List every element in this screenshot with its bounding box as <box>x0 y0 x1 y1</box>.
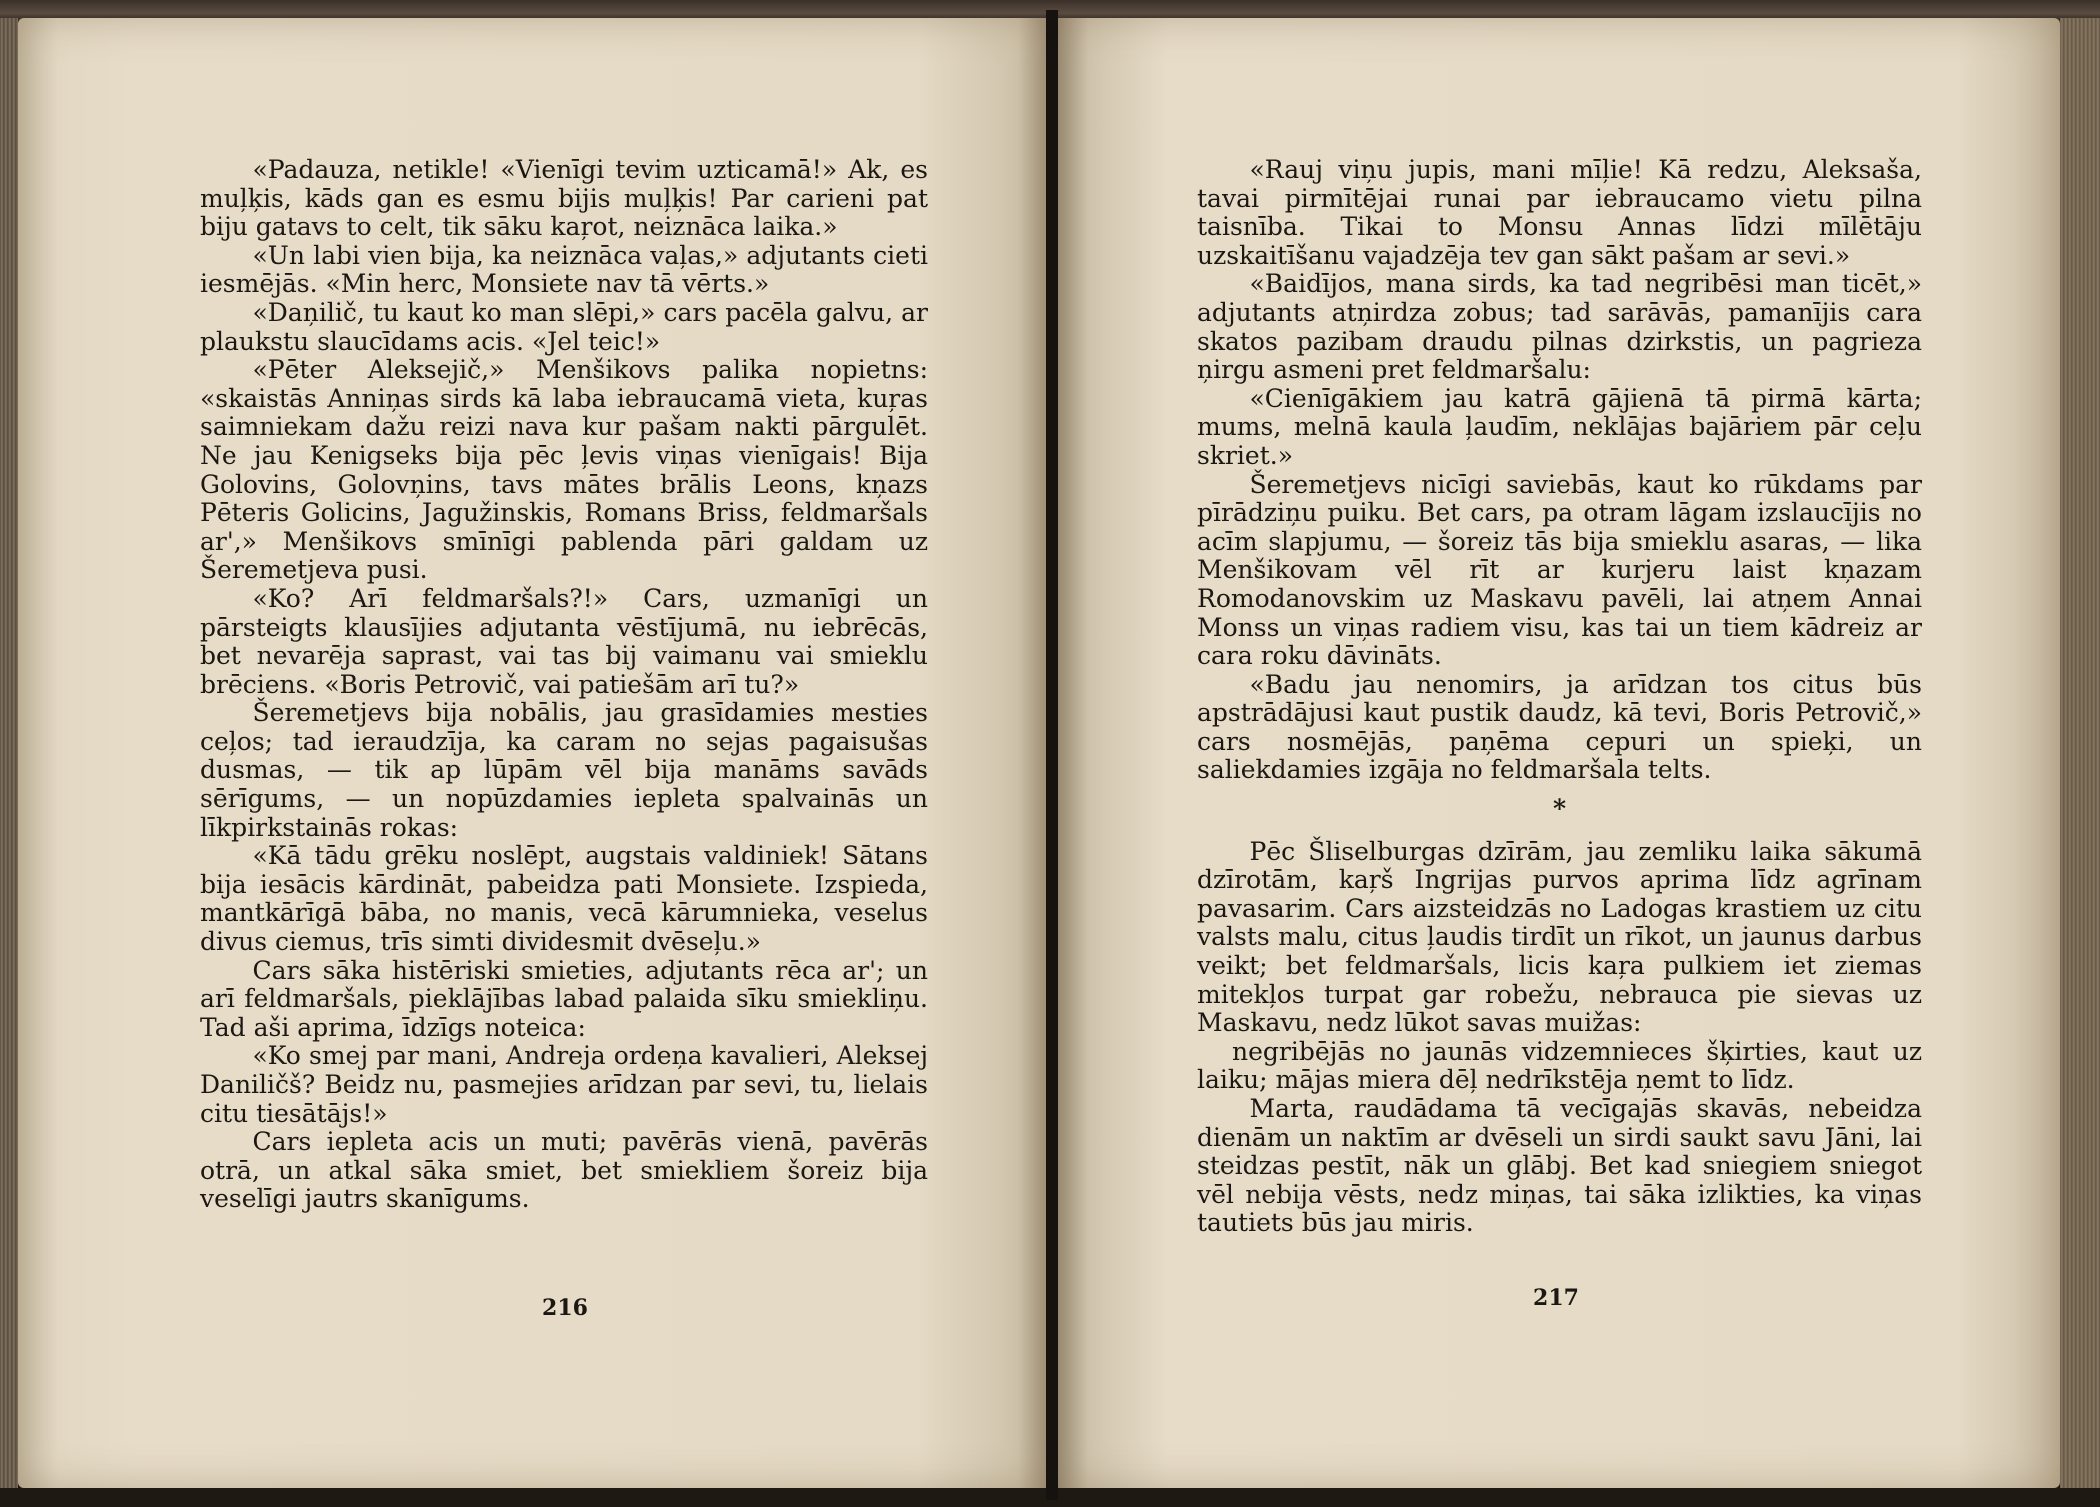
paragraph: «Baidījos, mana sirds, ka tad negribēsi man ticēt,» adjutants atņirdza zobus; tad sarāvās, pamanījis cara skatos pazibam draudu pilnas dzirkstis, un pagrieza ņirgu asmeni pret feldmaršalu: <box>1197 269 1922 385</box>
paragraph: «Pēter Aleksejič,» Menšikovs palika nopietns: «skaistās Anniņas sirds kā laba iebraucamā vieta, kuŗas saimniekam dažu reizi nava kur pašam nakti pārgulēt. Ne jau Kenigseks bija pēc ļevis viņas vienīgais! Bija Golovins, Golovņins, tavs mātes brālis Leons, kņazs Pēteris Golicins, Jagužinskis, Romans Briss, feldmaršals ar',» Menšikovs smīnīgi pablenda pāri galdam uz Šeremetjeva pusi. <box>200 355 928 585</box>
paragraph: Marta, raudādama tā vecīgajās skavās, nebeidza dienām un naktīm ar dvēseli un sirdi saukt savu Jāni, lai steidzas pestīt, nāk un glābj. Bet kad sniegiem sniegot vēl nebija vēsts, nedz miņas, tai sāka izlikties, ka viņas tautiets būs jau miris. <box>1197 1094 1922 1238</box>
paragraph: «Cienīgākiem jau katrā gājienā tā pirmā kārta; mums, melnā kaula ļaudīm, neklājas bajāriem pār ceļu skriet.» <box>1197 383 1922 470</box>
right-page-text <box>1197 156 1922 1238</box>
paragraph: Cars sāka histēriski smieties, adjutants rēca ar'; un arī feldmaršals, pieklājības labad palaida sīku smiekliņu. Tad aši aprima, īdzīgs noteica: <box>200 955 928 1042</box>
paragraph: «Ko smej par mani, Andreja ordeņa kavalieri, Aleksej Daniličš? Beidz nu, pasmejies arīdzan par sevi, tu, lielais citu tiesātājs!» <box>200 1041 928 1128</box>
paragraph: «Daņilič, tu kaut ko man slēpi,» cars pacēla galvu, ar plaukstu slaucīdams acis. «Jel teic!» <box>200 297 928 356</box>
right-page-edges <box>2060 18 2100 1488</box>
left-page-text <box>200 156 928 1214</box>
paragraph: «Rauj viņu jupis, mani mīļie! Kā redzu, Aleksaša, tavai pirmītējai runai par iebraucamo vietu pilna taisnība. Tikai to Monsu Annas līdzi mīlētāju uzskaitīšanu vajadzēja tev gan sākt pašam ar sevi.» <box>1197 155 1922 270</box>
section-separator: * <box>1552 794 1567 824</box>
paragraph: negribējās no jaunās vidzemnieces šķirties, kaut uz laiku; mājas miera dēļ nedrīkstēja ņemt to līdz. <box>1197 1036 1922 1095</box>
page-number-right: 217 <box>1533 1285 1579 1311</box>
paragraph: «Padauza, netikle! «Vienīgi tevim uzticamā!» Ak, es muļķis, kāds gan es esmu bijis muļķis! Par carieni pat biju gatavs to celt, tik sāku kaŗot, neiznāca laika.» <box>200 155 928 242</box>
paragraph: «Ko? Arī feldmaršals?!» Cars, uzmanīgi un pārsteigts klausījies adjutanta vēstījumā, nu iebrēcās, bet nevarēja saprast, vai tas bij vaimanu vai smieklu brēciens. «Boris Petrovič, vai patiešām arī tu?» <box>200 583 928 699</box>
paragraph: Pēc Šliselburgas dzīrām, jau zemliku laika sākumā dzīrotām, kaŗš Ingrijas purvos aprima līdz agrīnam pavasarim. Cars aizsteidzās no Ladogas krastiem uz citu valsts malu, citus ļaudis tirdīt un rīkot, un jaunus darbus veikt; bet feldmaršals, licis kaŗa pulkiem iet ziemas mitekļos turpat gar robežu, nebrauca pie sievas uz Maskavu, nedz lūkot savas muižas: <box>1197 836 1922 1038</box>
paragraph: Cars iepleta acis un muti; pavērās vienā, pavērās otrā, un atkal sāka smiet, bet smiekliem šoreiz bija veselīgi jautrs skanīgums. <box>200 1127 928 1214</box>
paragraph: Šeremetjevs nicīgi saviebās, kaut ko rūkdams par pīrādziņu puiku. Bet cars, pa otram lāgam izslaucījis no acīm slapjumu, — šoreiz tās bija smieklu asaras, — lika Menšikovam vēl rīt ar kurjeru laist kņazam Romodanovskim uz Maskavu pavēli, lai atņem Annai Monss un viņas radiem visu, kas tai un tiem kādreiz ar cara roku dāvināts. <box>1197 469 1922 671</box>
left-page-edges <box>0 18 18 1488</box>
paragraph: Šeremetjevs bija nobālis, jau grasīdamies mesties ceļos; tad ieraudzīja, ka caram no sejas pagaisušas dusmas, — tik ap lūpām vēl bija manāms savāds sērīgums, — un nopūzdamies iepleta spalvainās un līkpirkstainās rokas: <box>200 698 928 842</box>
book-gutter <box>1046 10 1058 1500</box>
page-number-left: 216 <box>542 1295 588 1321</box>
paragraph: «Kā tādu grēku noslēpt, augstais valdiniek! Sātans bija iesācis kārdināt, pabeidza pati Monsiete. Izspieda, mantkārīgā bāba, no manis, vecā kārumnieka, veselus divus ciemus, trīs simti dividesmit dvēseļu.» <box>200 841 928 957</box>
paragraph: «Un labi vien bija, ka neiznāca vaļas,» adjutants cieti iesmējās. «Min herc, Monsiete nav tā vērts.» <box>200 240 928 299</box>
paragraph: «Badu jau nenomirs, ja arīdzan tos citus būs apstrādājusi kaut pustik daudz, kā tevi, Boris Petrovič,» cars nosmējās, paņēma cepuri un spieķi, un saliekdamies izgāja no feldmaršala telts. <box>1197 669 1922 785</box>
